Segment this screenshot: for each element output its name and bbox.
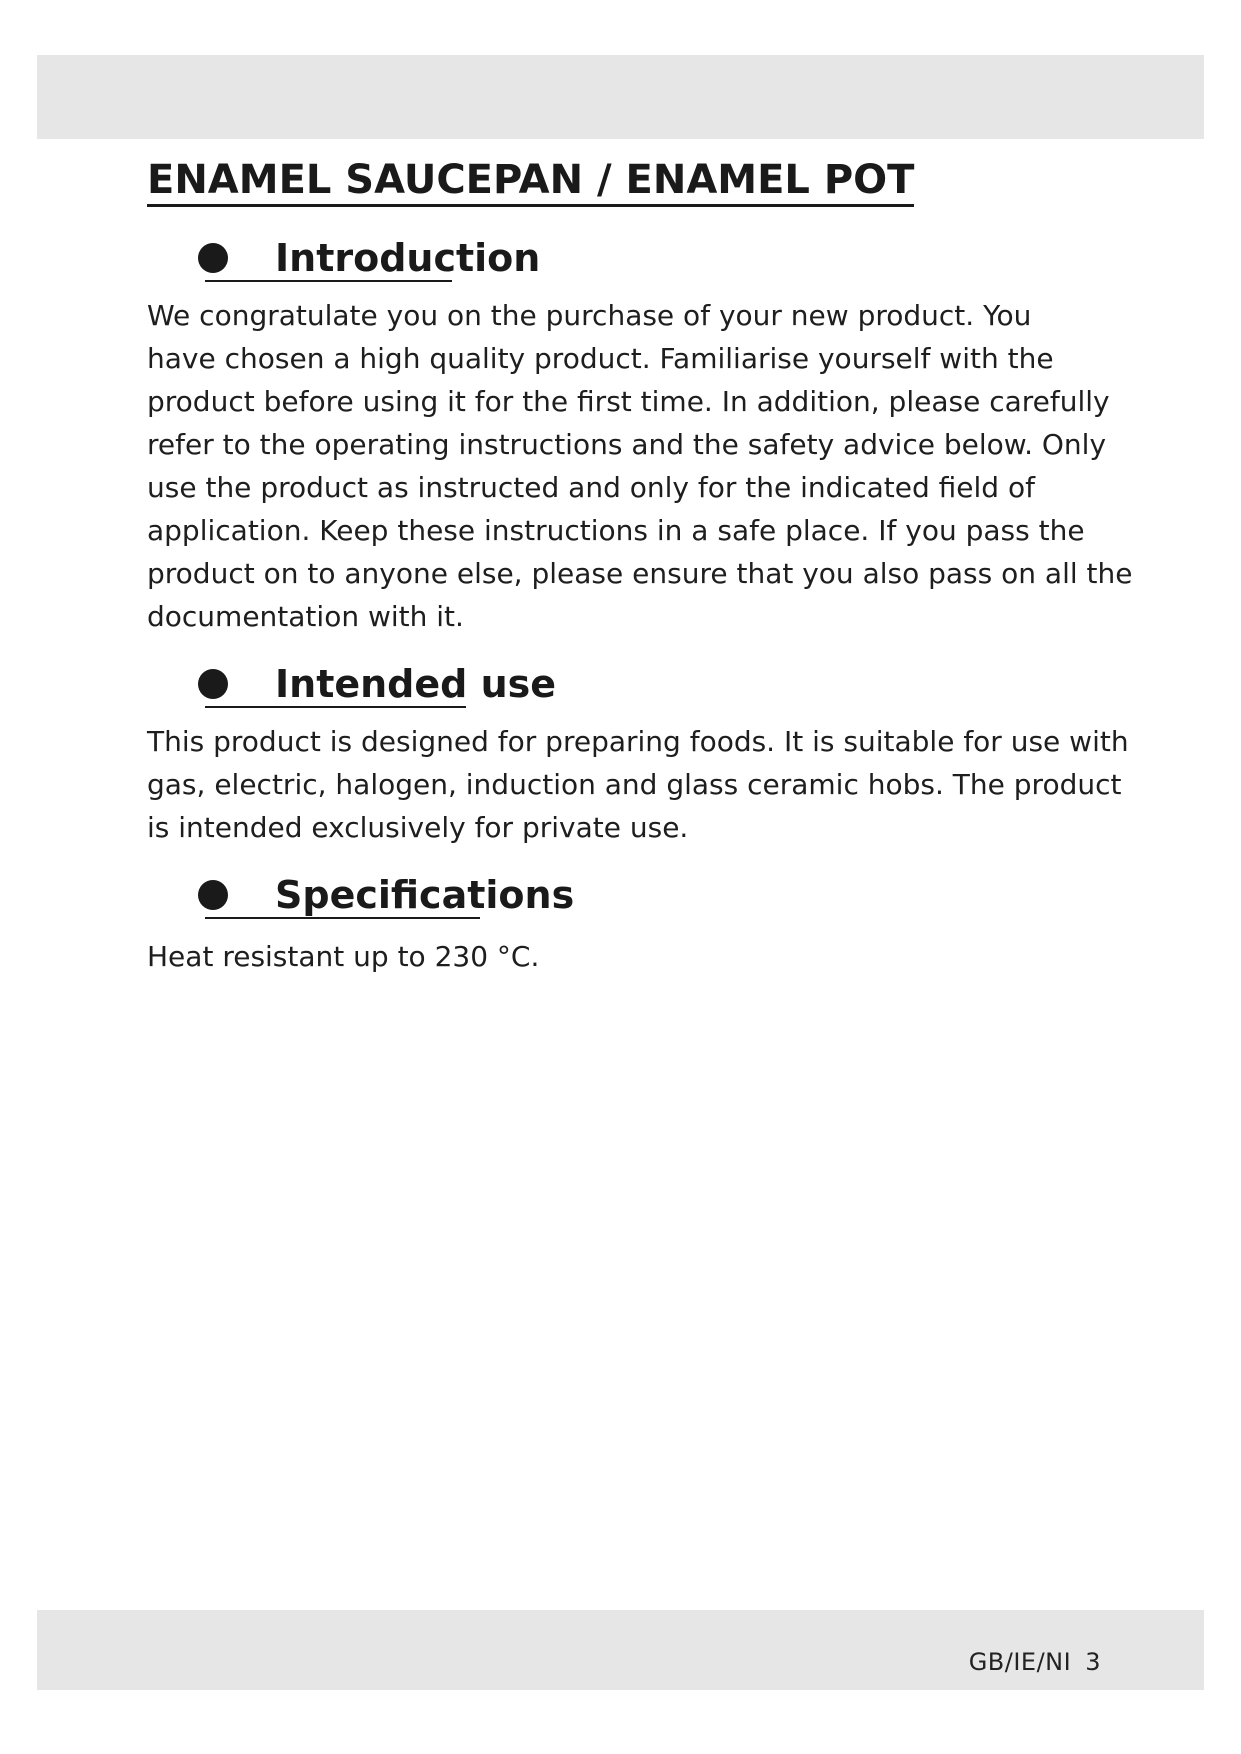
paragraph-line: application. Keep these instructions in a safe place. If you pass the [147,514,1085,547]
page-footer [969,1648,1101,1676]
bullet-icon [198,880,228,910]
bullet-icon [198,669,228,699]
paragraph-line: gas, electric, halogen, induction and glass ceramic hobs. The product [147,768,1122,801]
paragraph-line: We congratulate you on the purchase of your new product. You [147,299,1032,332]
paragraph-line: This product is designed for preparing foods. It is suitable for use with [147,725,1129,758]
specifications-paragraph [147,935,1107,978]
paragraph-line: product on to anyone else, please ensure that you also pass on all the [147,557,1133,590]
document-title: ENAMEL SAUCEPAN / ENAMEL POT [147,158,914,207]
paragraph-line: product before using it for the first time. In addition, please carefully [147,385,1110,418]
intended-use-paragraph [147,720,1129,849]
section-heading-introduction [198,234,540,282]
heading-underline [205,706,466,708]
section-title-specifications: Specifications [275,873,575,917]
heading-underline [205,917,480,919]
paragraph-line: documentation with it. [147,600,464,633]
paragraph-line: use the product as instructed and only for the indicated field of [147,471,1035,504]
section-title-introduction: Introduction [275,236,541,280]
introduction-paragraph [147,294,1133,638]
section-heading-intended-use [198,660,556,708]
paragraph-line: Heat resistant up to 230 °C. [147,940,540,973]
section-title-intended-use: Intended use [275,662,557,706]
page-number: 3 [1085,1648,1101,1676]
heading-underline [205,280,452,282]
paragraph-line: refer to the operating instructions and the safety advice below. Only [147,428,1107,461]
section-heading-specifications [198,871,574,919]
footer-region: GB/IE/NI [968,1648,1072,1676]
bullet-icon [198,243,228,273]
paragraph-line: is intended exclusively for private use. [147,811,689,844]
paragraph-line: have chosen a high quality product. Familiarise yourself with the [147,342,1054,375]
header-band [37,55,1204,139]
